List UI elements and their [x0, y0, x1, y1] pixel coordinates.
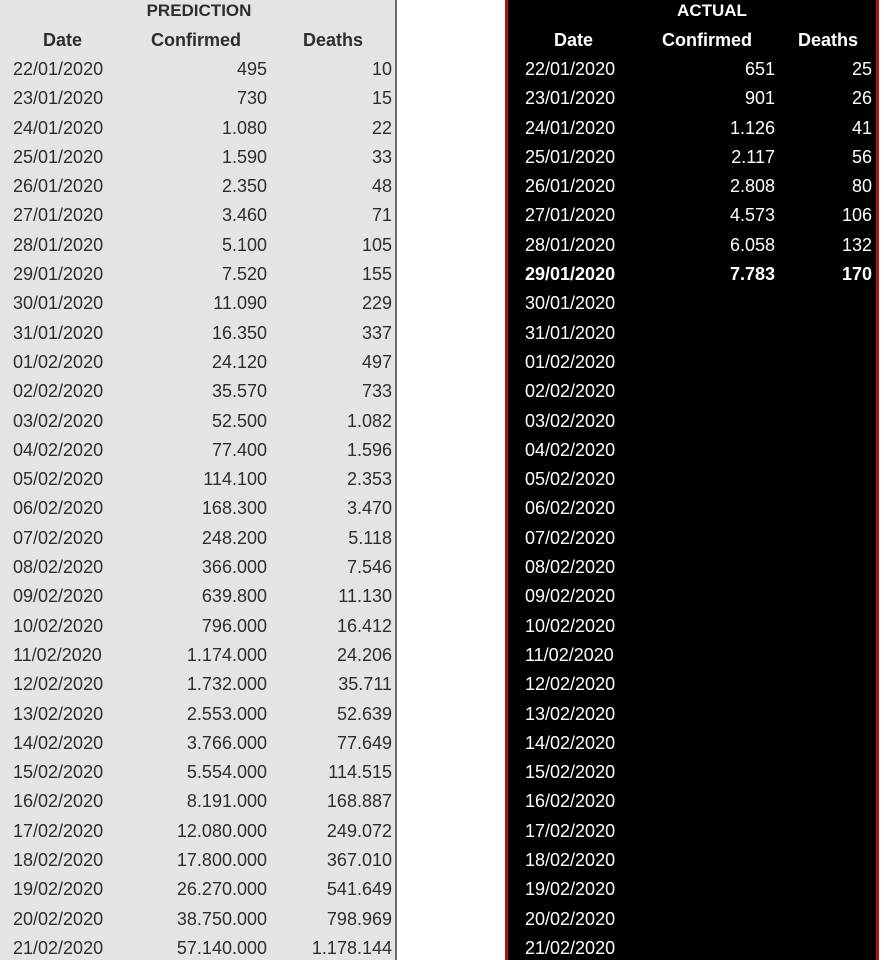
prediction-table-row	[0, 172, 395, 201]
confirmed-cell: 2.117	[731, 146, 775, 167]
actual-table-row	[508, 846, 876, 875]
date-cell: 09/02/2020	[525, 586, 616, 607]
prediction-table-row	[0, 143, 395, 172]
confirmed-cell: 17.800.000	[176, 850, 267, 871]
prediction-table-row	[0, 817, 395, 846]
deaths-cell: 33	[371, 146, 392, 167]
deaths-cell: 1.082	[346, 410, 392, 431]
prediction-table-row	[0, 407, 395, 436]
prediction-table-row	[0, 846, 395, 875]
actual-table-row	[508, 465, 876, 494]
actual-table-row	[508, 641, 876, 670]
confirmed-cell: 38.750.000	[176, 908, 267, 929]
date-cell: 29/01/2020	[13, 264, 104, 285]
confirmed-cell: 57.140.000	[176, 937, 267, 958]
prediction-table-row	[0, 700, 395, 729]
prediction-title: PREDICTION	[146, 1, 252, 20]
date-cell: 31/01/2020	[13, 322, 104, 343]
deaths-cell: 1.178.144	[311, 937, 392, 958]
date-cell: 29/01/2020	[525, 264, 616, 285]
confirmed-cell: 11.090	[213, 293, 267, 314]
prediction-table-row	[0, 582, 395, 611]
deaths-cell: 155	[361, 264, 392, 285]
actual-table-row	[508, 612, 876, 641]
date-cell: 09/02/2020	[13, 586, 104, 607]
date-cell: 08/02/2020	[13, 557, 104, 578]
deaths-cell: 24.206	[336, 644, 392, 665]
prediction-header-deaths: Deaths	[303, 30, 364, 50]
confirmed-cell: 3.766.000	[186, 732, 267, 753]
deaths-cell: 22	[371, 117, 392, 138]
date-cell: 24/01/2020	[13, 117, 104, 138]
actual-header-deaths: Deaths	[798, 30, 859, 50]
date-cell: 27/01/2020	[13, 205, 104, 226]
date-cell: 31/01/2020	[525, 322, 616, 343]
confirmed-cell: 35.570	[211, 381, 267, 402]
date-cell: 21/02/2020	[13, 937, 104, 958]
actual-table-row	[508, 494, 876, 523]
date-cell: 06/02/2020	[13, 498, 104, 519]
date-cell: 03/02/2020	[525, 410, 616, 431]
actual-table-row	[508, 875, 876, 904]
actual-table-row	[508, 55, 876, 84]
date-cell: 03/02/2020	[13, 410, 104, 431]
date-cell: 02/02/2020	[13, 381, 104, 402]
deaths-cell: 5.118	[348, 527, 392, 548]
date-cell: 28/01/2020	[13, 234, 104, 255]
date-cell: 10/02/2020	[525, 615, 616, 636]
actual-table-row	[508, 758, 876, 787]
date-cell: 26/01/2020	[13, 176, 104, 197]
date-cell: 28/01/2020	[525, 234, 616, 255]
prediction-table-row	[0, 55, 395, 84]
deaths-cell: 48	[371, 176, 392, 197]
actual-table-row	[508, 670, 876, 699]
actual-table-row	[508, 172, 876, 201]
prediction-table-row	[0, 201, 395, 230]
date-cell: 17/02/2020	[13, 820, 104, 841]
confirmed-cell: 1.080	[221, 117, 267, 138]
confirmed-cell: 5.100	[221, 234, 267, 255]
date-cell: 16/02/2020	[13, 791, 104, 812]
date-cell: 20/02/2020	[13, 908, 104, 929]
actual-table-row	[508, 260, 876, 289]
prediction-table-row	[0, 348, 395, 377]
confirmed-cell: 168.300	[201, 498, 267, 519]
actual-table-row	[508, 934, 876, 960]
date-cell: 11/02/2020	[13, 644, 102, 665]
date-cell: 25/01/2020	[13, 146, 104, 167]
prediction-table-row	[0, 787, 395, 816]
date-cell: 04/02/2020	[13, 439, 104, 460]
actual-table-row	[508, 114, 876, 143]
deaths-cell: 168.887	[326, 791, 392, 812]
confirmed-cell: 1.590	[221, 146, 267, 167]
confirmed-cell: 248.200	[201, 527, 267, 548]
confirmed-cell: 2.808	[729, 176, 775, 197]
prediction-table-row	[0, 729, 395, 758]
actual-table-row	[508, 231, 876, 260]
confirmed-cell: 2.553.000	[186, 703, 267, 724]
actual-table-row	[508, 201, 876, 230]
date-cell: 14/02/2020	[13, 732, 104, 753]
prediction-table-row	[0, 494, 395, 523]
actual-table-row	[508, 553, 876, 582]
date-cell: 20/02/2020	[525, 908, 616, 929]
deaths-cell: 10	[371, 59, 392, 79]
date-cell: 22/01/2020	[13, 59, 104, 79]
date-cell: 23/01/2020	[525, 88, 616, 109]
deaths-cell: 337	[361, 322, 392, 343]
date-cell: 13/02/2020	[525, 703, 616, 724]
confirmed-cell: 651	[744, 59, 775, 79]
actual-header-date: Date	[554, 30, 594, 50]
prediction-table-row	[0, 612, 395, 641]
confirmed-cell: 12.080.000	[176, 820, 267, 841]
prediction-table-row	[0, 260, 395, 289]
deaths-cell: 52.639	[336, 703, 392, 724]
prediction-table-row	[0, 553, 395, 582]
date-cell: 12/02/2020	[525, 674, 616, 695]
date-cell: 22/01/2020	[525, 59, 616, 79]
actual-header-confirmed: Confirmed	[662, 30, 752, 50]
prediction-table-row	[0, 641, 395, 670]
date-cell: 14/02/2020	[525, 732, 616, 753]
deaths-cell: 541.649	[326, 879, 392, 900]
confirmed-cell: 7.520	[221, 264, 267, 285]
actual-table	[505, 0, 879, 960]
date-cell: 08/02/2020	[525, 557, 616, 578]
date-cell: 02/02/2020	[525, 381, 616, 402]
deaths-cell: 367.010	[326, 850, 392, 871]
prediction-table-row	[0, 114, 395, 143]
confirmed-cell: 2.350	[221, 176, 267, 197]
confirmed-cell: 6.058	[729, 234, 775, 255]
date-cell: 23/01/2020	[13, 88, 104, 109]
date-cell: 10/02/2020	[13, 615, 104, 636]
actual-table-row	[508, 729, 876, 758]
confirmed-cell: 1.126	[729, 117, 775, 138]
date-cell: 07/02/2020	[13, 527, 104, 548]
deaths-cell: 1.596	[346, 439, 392, 460]
actual-table-row	[508, 407, 876, 436]
date-cell: 04/02/2020	[525, 439, 616, 460]
prediction-table-row	[0, 758, 395, 787]
actual-table-row	[508, 905, 876, 934]
deaths-cell: 132	[841, 234, 872, 255]
date-cell: 19/02/2020	[13, 879, 104, 900]
date-cell: 19/02/2020	[525, 879, 616, 900]
actual-rows	[508, 55, 876, 960]
deaths-cell: 25	[851, 59, 872, 79]
confirmed-cell: 77.400	[211, 439, 267, 460]
date-cell: 12/02/2020	[13, 674, 104, 695]
confirmed-cell: 366.000	[201, 557, 267, 578]
prediction-table-row	[0, 875, 395, 904]
deaths-cell: 77.649	[336, 732, 392, 753]
actual-table-row	[508, 436, 876, 465]
deaths-cell: 114.515	[328, 762, 392, 783]
confirmed-cell: 114.100	[203, 469, 267, 490]
date-cell: 05/02/2020	[525, 469, 616, 490]
deaths-cell: 71	[371, 205, 392, 226]
confirmed-cell: 730	[236, 88, 267, 109]
date-cell: 18/02/2020	[13, 850, 104, 871]
confirmed-cell: 5.554.000	[186, 762, 267, 783]
confirmed-cell: 639.800	[201, 586, 267, 607]
deaths-cell: 249.072	[326, 820, 392, 841]
date-cell: 16/02/2020	[525, 791, 616, 812]
prediction-rows	[0, 55, 395, 960]
actual-table-row	[508, 582, 876, 611]
confirmed-cell: 7.783	[729, 264, 775, 285]
confirmed-cell: 1.732.000	[186, 674, 267, 695]
prediction-table-row	[0, 84, 395, 113]
actual-table-row	[508, 700, 876, 729]
confirmed-cell: 16.350	[211, 322, 267, 343]
deaths-cell: 41	[851, 117, 872, 138]
actual-table-row	[508, 348, 876, 377]
prediction-table-row	[0, 231, 395, 260]
deaths-cell: 56	[851, 146, 872, 167]
deaths-cell: 11.130	[338, 586, 392, 607]
date-cell: 05/02/2020	[13, 469, 104, 490]
date-cell: 24/01/2020	[525, 117, 616, 138]
prediction-table-row	[0, 319, 395, 348]
actual-title: ACTUAL	[677, 1, 747, 20]
deaths-cell: 733	[361, 381, 392, 402]
date-cell: 06/02/2020	[525, 498, 616, 519]
deaths-cell: 7.546	[346, 557, 392, 578]
confirmed-cell: 901	[744, 88, 775, 109]
deaths-cell: 497	[361, 351, 392, 372]
deaths-cell: 15	[371, 88, 392, 109]
prediction-header-date: Date	[43, 30, 83, 50]
prediction-table-row	[0, 436, 395, 465]
deaths-cell: 229	[361, 293, 392, 314]
date-cell: 26/01/2020	[525, 176, 616, 197]
deaths-cell: 105	[361, 234, 392, 255]
date-cell: 01/02/2020	[13, 351, 104, 372]
prediction-table	[0, 0, 397, 960]
date-cell: 15/02/2020	[525, 762, 616, 783]
deaths-cell: 16.412	[336, 615, 392, 636]
deaths-cell: 35.711	[338, 674, 392, 695]
prediction-table-row	[0, 905, 395, 934]
actual-table-row	[508, 143, 876, 172]
date-cell: 18/02/2020	[525, 850, 616, 871]
prediction-header-confirmed: Confirmed	[151, 30, 241, 50]
date-cell: 17/02/2020	[525, 820, 616, 841]
date-cell: 25/01/2020	[525, 146, 616, 167]
confirmed-cell: 3.460	[221, 205, 267, 226]
date-cell: 30/01/2020	[13, 293, 104, 314]
date-cell: 27/01/2020	[525, 205, 616, 226]
actual-table-row	[508, 84, 876, 113]
confirmed-cell: 4.573	[729, 205, 775, 226]
deaths-cell: 3.470	[346, 498, 392, 519]
date-cell: 01/02/2020	[525, 351, 616, 372]
confirmed-cell: 8.191.000	[186, 791, 267, 812]
date-cell: 13/02/2020	[13, 703, 104, 724]
actual-table-row	[508, 377, 876, 406]
deaths-cell: 2.353	[346, 469, 392, 490]
date-cell: 07/02/2020	[525, 527, 616, 548]
confirmed-cell: 1.174.000	[186, 644, 267, 665]
actual-table-row	[508, 817, 876, 846]
date-cell: 11/02/2020	[525, 644, 614, 665]
actual-table-row	[508, 787, 876, 816]
prediction-table-row	[0, 934, 395, 960]
actual-table-row	[508, 319, 876, 348]
deaths-cell: 798.969	[326, 908, 392, 929]
actual-table-row	[508, 289, 876, 318]
date-cell: 30/01/2020	[525, 293, 616, 314]
prediction-table-row	[0, 524, 395, 553]
actual-table-row	[508, 524, 876, 553]
prediction-table-row	[0, 465, 395, 494]
deaths-cell: 170	[841, 264, 872, 285]
confirmed-cell: 24.120	[211, 351, 267, 372]
prediction-table-row	[0, 670, 395, 699]
date-cell: 21/02/2020	[525, 937, 616, 958]
deaths-cell: 26	[851, 88, 872, 109]
deaths-cell: 80	[851, 176, 872, 197]
prediction-table-row	[0, 289, 395, 318]
confirmed-cell: 796.000	[201, 615, 267, 636]
prediction-table-row	[0, 377, 395, 406]
deaths-cell: 106	[841, 205, 872, 226]
confirmed-cell: 26.270.000	[176, 879, 267, 900]
confirmed-cell: 495	[236, 59, 267, 79]
date-cell: 15/02/2020	[13, 762, 104, 783]
confirmed-cell: 52.500	[211, 410, 267, 431]
